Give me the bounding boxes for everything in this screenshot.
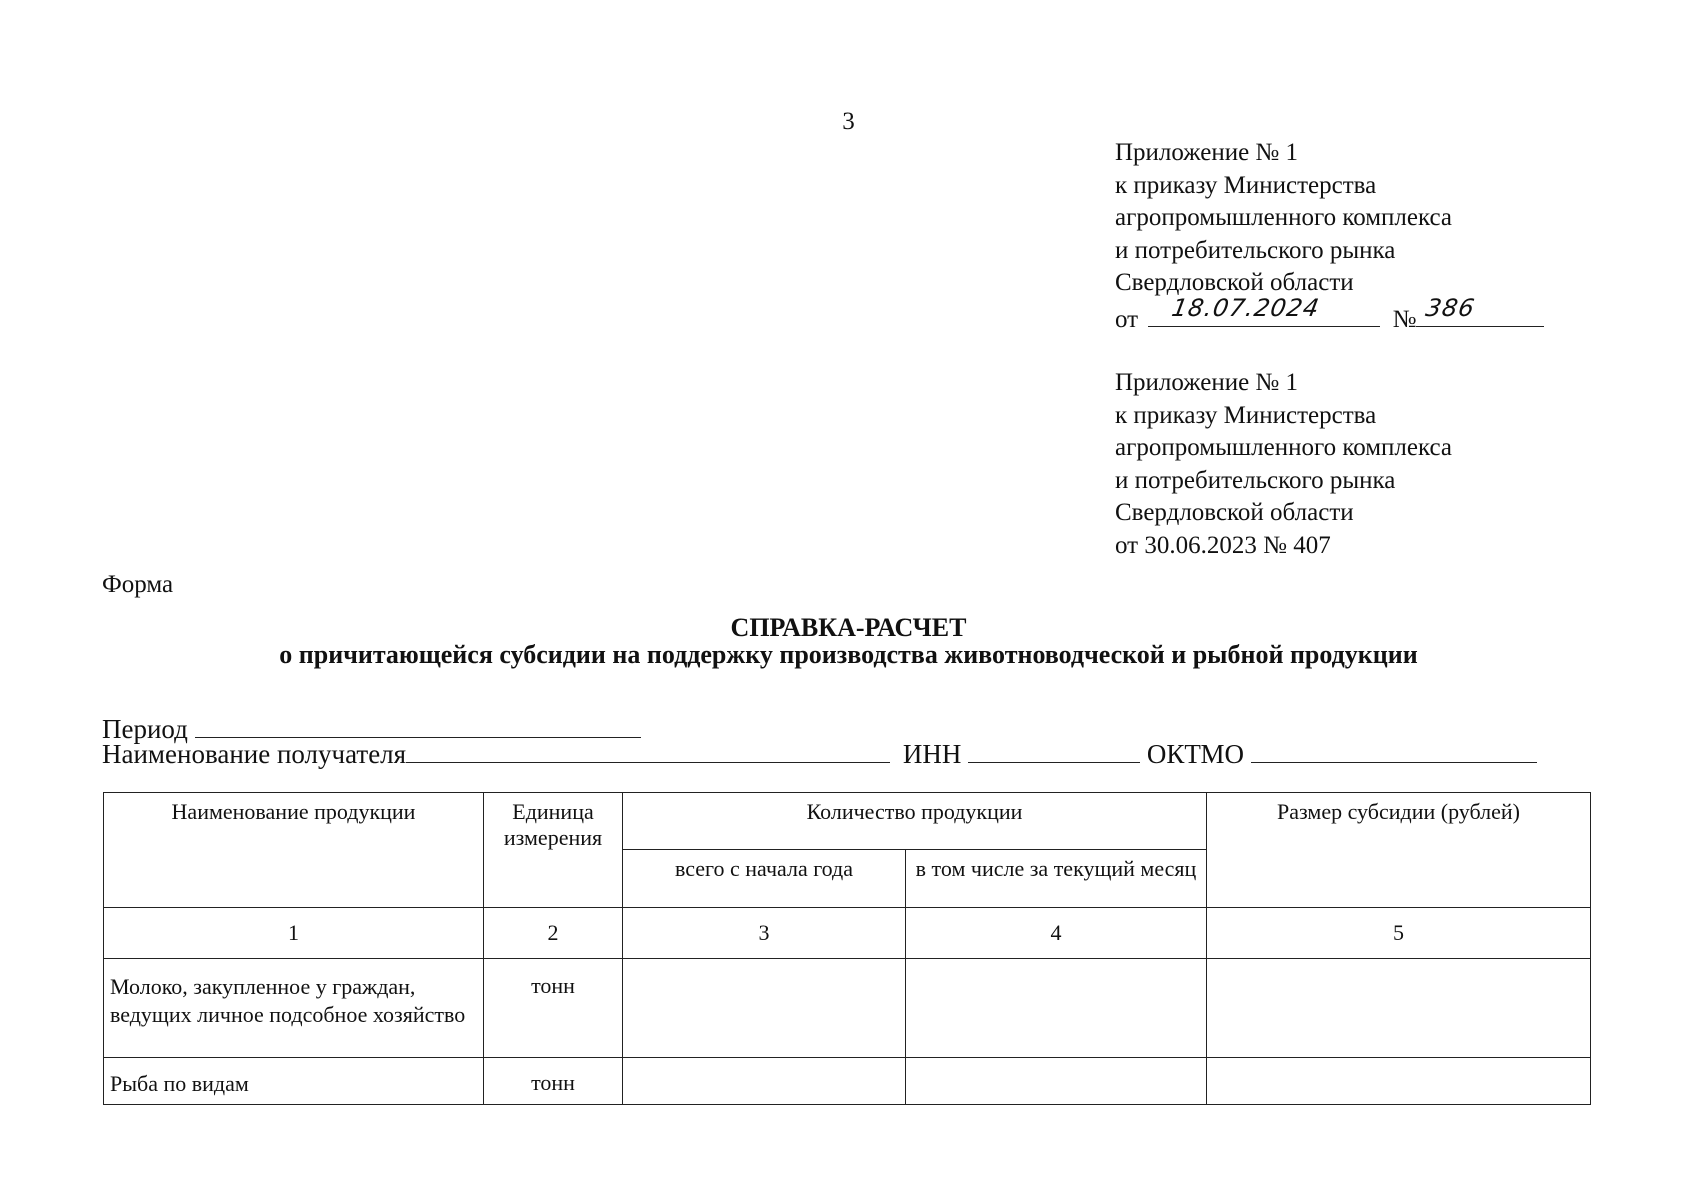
document-title: СПРАВКА-РАСЧЕТ (730, 613, 967, 642)
appendix-line: Приложение № 1 (1115, 139, 1299, 166)
appendix-current (1115, 137, 1544, 336)
appendix-line: от 30.06.2023 № 407 (1115, 531, 1331, 559)
appendix-date-line (1115, 294, 1544, 337)
unit-cell: тонн (484, 1058, 623, 1105)
appendix-line: Свердловской области (1115, 269, 1354, 296)
recipient-label: Наименование получателя (102, 739, 407, 769)
table-row (104, 1058, 1591, 1105)
appendix-line: Свердловской области (1115, 499, 1354, 526)
column-number: 3 (623, 908, 906, 959)
column-number-row (104, 908, 1591, 959)
header-quantity-total: всего с начала года (623, 850, 906, 908)
quantity-total-cell[interactable] (623, 959, 906, 1058)
inn-label: ИНН (902, 739, 962, 769)
product-name-cell: Молоко, закупленное у граждан, ведущих личное подсобное хозяйство (104, 959, 484, 1058)
document-subtitle: о причитающейся субсидии на поддержку производства животноводческой и рыбной продукции (279, 640, 1418, 669)
date-prefix: от (1115, 305, 1139, 333)
appendix-line: к приказу Министерства (1115, 171, 1377, 199)
column-number: 5 (1207, 908, 1591, 959)
header-quantity-month: в том числе за текущий месяц (906, 850, 1207, 908)
appendix-line: к приказу Министерства (1115, 401, 1377, 429)
product-name-cell: Рыба по видам (104, 1058, 484, 1105)
unit-cell: тонн (484, 959, 623, 1058)
handwritten-date: 18.07.2024 (1169, 294, 1323, 322)
header-product-name: Наименование продукции (104, 793, 484, 908)
number-blank (1416, 294, 1544, 327)
column-number: 4 (906, 908, 1207, 959)
form-label: Форма (102, 571, 174, 598)
number-prefix: № (1392, 305, 1417, 333)
quantity-total-cell[interactable] (623, 1058, 906, 1105)
date-blank (1148, 294, 1380, 327)
appendix-previous (1115, 367, 1452, 562)
recipient-row (102, 738, 1537, 770)
oktmo-field[interactable] (1251, 738, 1537, 763)
appendix-line: агропромышленного комплекса (1115, 434, 1453, 461)
inn-field[interactable] (968, 738, 1140, 763)
column-number: 2 (484, 908, 623, 959)
page-number: 3 (842, 108, 855, 135)
quantity-month-cell[interactable] (906, 959, 1207, 1058)
oktmo-label: ОКТМО (1146, 739, 1244, 769)
handwritten-number: 386 (1424, 294, 1478, 322)
period-label: Период (102, 714, 188, 744)
period-field[interactable] (195, 713, 641, 738)
column-number: 1 (104, 908, 484, 959)
quantity-month-cell[interactable] (906, 1058, 1207, 1105)
table-header-row (104, 793, 1591, 850)
subsidy-cell[interactable] (1207, 1058, 1591, 1105)
header-unit: Единица измерения (484, 793, 623, 908)
appendix-line: Приложение № 1 (1115, 369, 1299, 396)
subsidy-cell[interactable] (1207, 959, 1591, 1058)
recipient-field[interactable] (406, 738, 890, 763)
appendix-line: и потребительского рынка (1115, 236, 1396, 264)
header-subsidy: Размер субсидии (рублей) (1207, 793, 1591, 908)
table-row (104, 959, 1591, 1058)
header-quantity: Количество продукции (623, 793, 1207, 850)
appendix-line: и потребительского рынка (1115, 466, 1396, 494)
calculation-table (103, 792, 1591, 1105)
appendix-line: агропромышленного комплекса (1115, 204, 1453, 231)
